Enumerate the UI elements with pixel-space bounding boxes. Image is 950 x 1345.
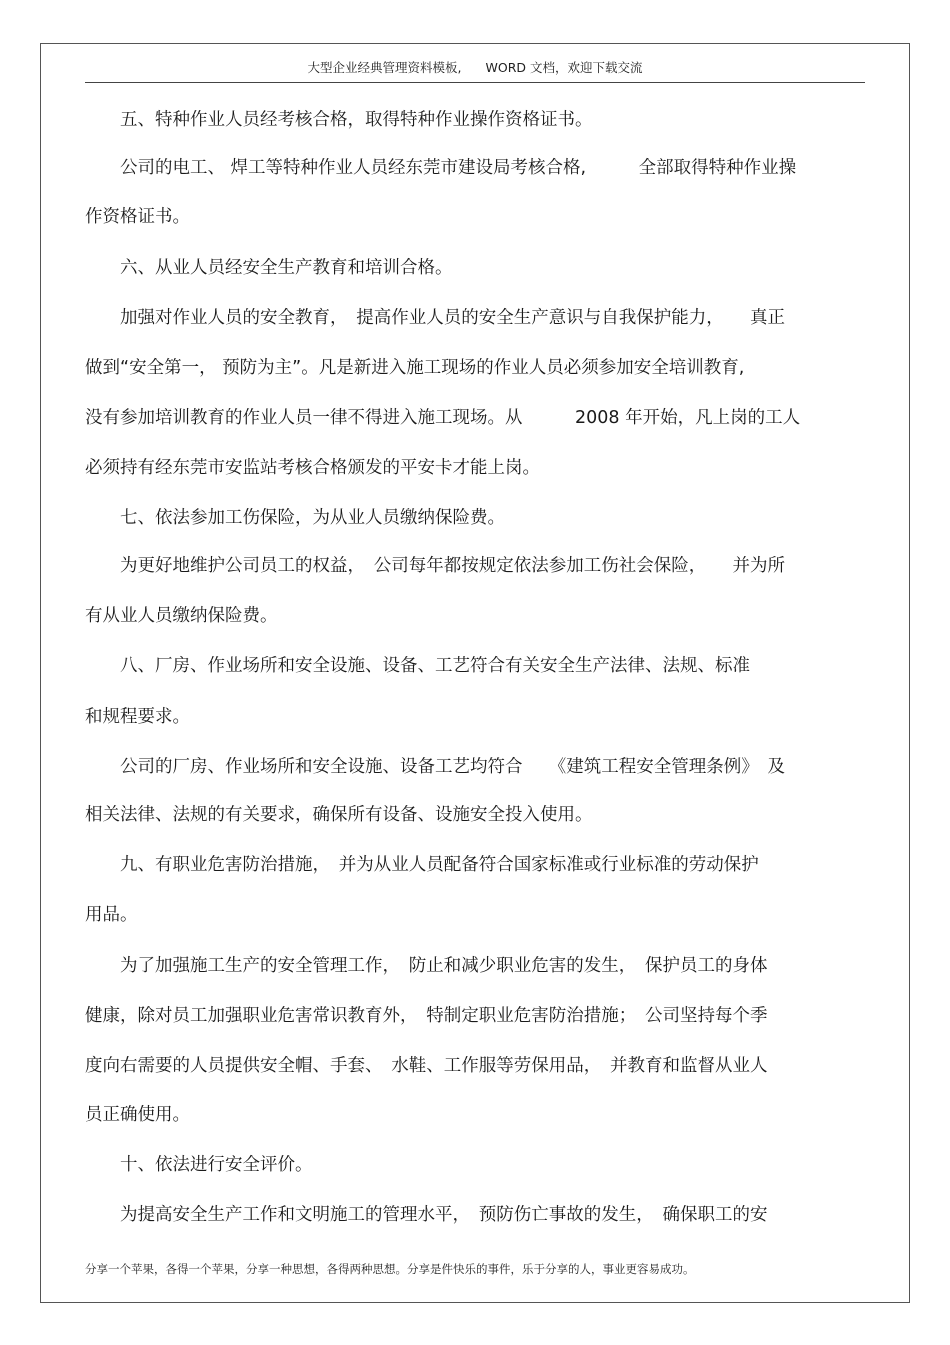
text-line: 公司的电工、 焊工等特种作业人员经东莞市建设局考核合格, 全部取得特种作业操 — [85, 158, 797, 178]
text-line: 八、厂房、作业场所和安全设施、设备、工艺符合有关安全生产法律、法规、标准 — [85, 656, 750, 676]
text-line: 五、特种作业人员经考核合格，取得特种作业操作资格证书。 — [85, 110, 593, 130]
text-line: 有从业人员缴纳保险费。 — [85, 606, 278, 626]
header-divider — [85, 82, 865, 83]
text-line: 没有参加培训教育的作业人员一律不得进入施工现场。从 2008 年开始，凡上岗的工人 — [85, 408, 801, 428]
text-line: 做到“安全第一， 预防为主”。凡是新进入施工现场的作业人员必须参加安全培训教育, — [85, 358, 745, 378]
page-footer: 分享一个苹果，各得一个苹果，分享一种思想，各得两种思想。分享是件快乐的事件，乐于分享的人，事业更容易成功。 — [85, 1262, 695, 1276]
header-title: 大型企业经典管理资料模板, — [307, 60, 462, 75]
text-line: 员正确使用。 — [85, 1105, 190, 1125]
text-line: 六、从业人员经安全生产教育和培训合格。 — [85, 258, 453, 278]
text-line: 必须持有经东莞市安监站考核合格颁发的平安卡才能上岗。 — [85, 458, 540, 478]
text-line: 九、有职业危害防治措施， 并为从业人员配备符合国家标准或行业标准的劳动保护 — [85, 855, 759, 875]
text-line: 公司的厂房、作业场所和安全设施、设备工艺均符合 《建筑工程安全管理条例》 及 — [85, 757, 785, 777]
page-header — [85, 59, 865, 77]
text-line: 为了加强施工生产的安全管理工作， 防止和减少职业危害的发生， 保护员工的身体 — [85, 956, 768, 976]
text-line: 加强对作业人员的安全教育， 提高作业人员的安全生产意识与自我保护能力， 真正 — [85, 308, 785, 328]
text-line: 为更好地维护公司员工的权益， 公司每年都按规定依法参加工伤社会保险， 并为所 — [85, 556, 785, 576]
text-line: 为提高安全生产工作和文明施工的管理水平， 预防伤亡事故的发生， 确保职工的安 — [85, 1205, 768, 1225]
header-subtitle: WORD 文档，欢迎下载交流 — [485, 60, 643, 75]
text-line: 度向右需要的人员提供安全帽、手套、 水鞋、工作服等劳保用品， 并教育和监督从业人 — [85, 1056, 768, 1076]
text-line: 十、依法进行安全评价。 — [85, 1155, 313, 1175]
text-line: 作资格证书。 — [85, 207, 190, 227]
text-line: 相关法律、法规的有关要求，确保所有设备、设施安全投入使用。 — [85, 805, 593, 825]
text-line: 用品。 — [85, 905, 138, 925]
text-line: 七、依法参加工伤保险，为从业人员缴纳保险费。 — [85, 508, 505, 528]
text-line: 健康，除对员工加强职业危害常识教育外， 特制定职业危害防治措施； 公司坚持每个季 — [85, 1006, 768, 1026]
text-line: 和规程要求。 — [85, 707, 190, 727]
